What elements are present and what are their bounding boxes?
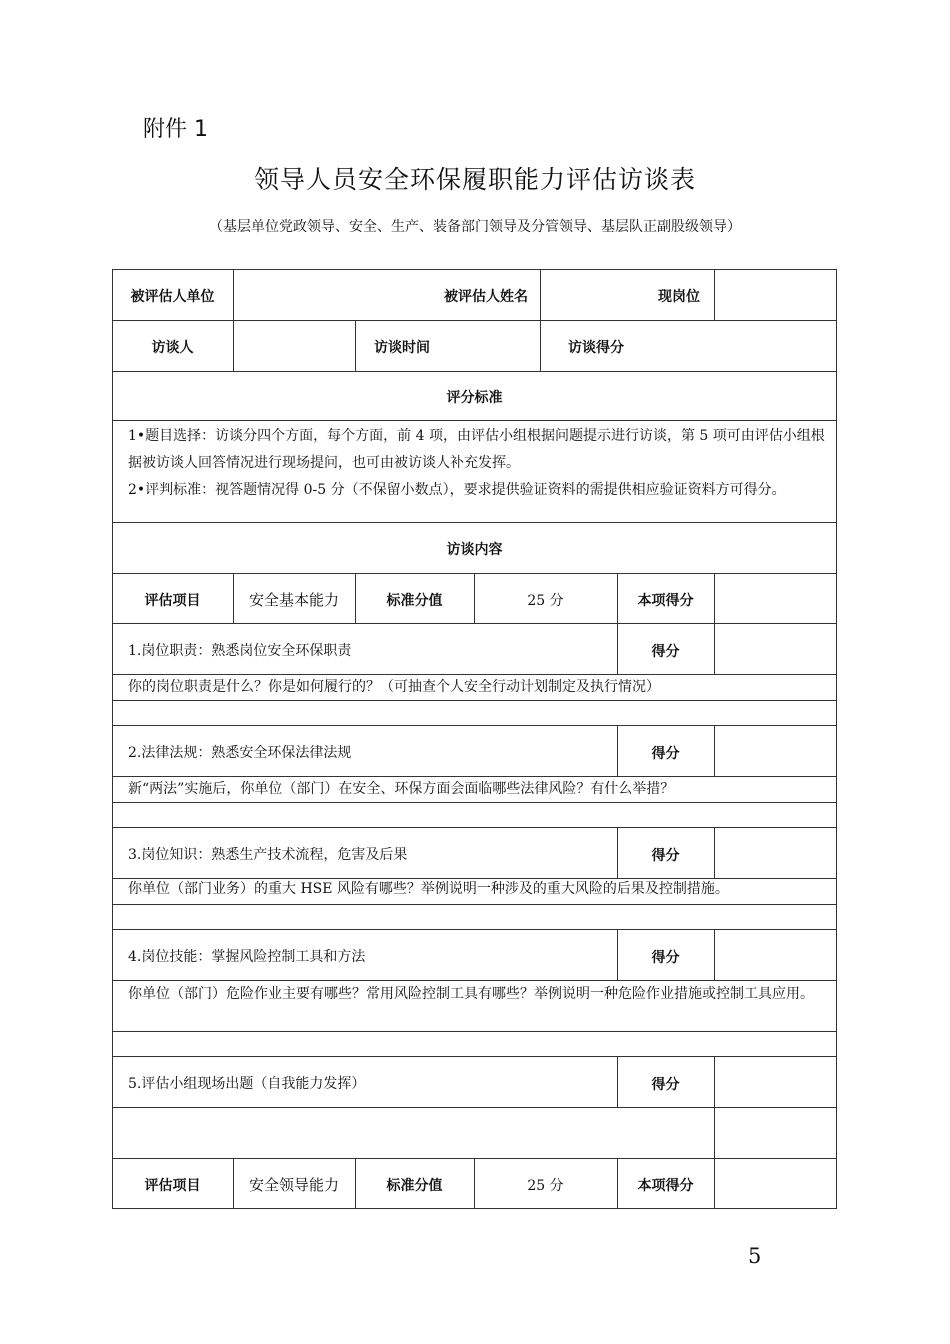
column-line — [112, 269, 113, 1209]
eval-item-label: 评估项目 — [144, 593, 201, 609]
post-label: 现岗位 — [658, 289, 700, 305]
time-label: 访谈时间 — [374, 340, 430, 356]
criteria-item-2: 2•评判标准：视答题情况得 0-5 分（不保留小数点），要求提供验证资料的需提供相应验证资料方可得分。 — [128, 482, 786, 498]
column-line — [714, 623, 715, 674]
row-line — [112, 269, 837, 270]
row-line — [112, 776, 837, 777]
name-label: 被评估人姓名 — [444, 289, 528, 305]
row-line — [112, 420, 837, 421]
question-3-prompt: 你单位（部门业务）的重大 HSE 风险有哪些？举例说明一种涉及的重大风险的后果及控制措施。 — [128, 881, 729, 897]
interviewer-label: 访谈人 — [151, 340, 194, 356]
question-1-score-label: 得分 — [651, 644, 680, 660]
column-line — [714, 929, 715, 980]
eval-item-label: 评估项目 — [144, 1178, 201, 1194]
question-1-title: 1.岗位职责：熟悉岗位安全环保职责 — [128, 643, 352, 659]
item-score-label: 本项得分 — [637, 1178, 694, 1194]
row-line — [112, 725, 837, 726]
page-number: 5 — [748, 1244, 762, 1268]
column-line — [714, 827, 715, 878]
interview-score-label: 访谈得分 — [568, 340, 624, 356]
row-line — [112, 929, 837, 930]
section-leadership-ability: 安全领导能力 — [248, 1176, 339, 1194]
evaluation-form-table — [112, 269, 837, 1209]
question-4-prompt: 你单位（部门）危险作业主要有哪些？常用风险控制工具有哪些？举例说明一种危险作业措施或控制工具应用。 — [128, 986, 814, 1002]
row-line — [112, 827, 837, 828]
column-line — [540, 320, 541, 371]
row-line — [112, 371, 837, 372]
row-line — [112, 1056, 837, 1057]
row-line — [112, 802, 837, 803]
question-5-score-label: 得分 — [651, 1077, 680, 1093]
column-line — [714, 573, 715, 623]
item-score-label: 本项得分 — [637, 593, 694, 609]
column-line — [714, 1158, 715, 1208]
column-line — [714, 725, 715, 776]
form-subtitle: （基层单位党政领导、安全、生产、装备部门领导及分管领导、基层队正副股级领导） — [209, 219, 741, 235]
std-score-label: 标准分值 — [386, 1178, 443, 1194]
column-line — [233, 320, 234, 371]
std-score-value: 25 分 — [527, 1178, 564, 1194]
row-line — [112, 522, 837, 523]
std-score-value: 25 分 — [527, 593, 564, 609]
column-line — [714, 269, 715, 320]
content-heading: 访谈内容 — [446, 542, 503, 558]
question-3-score-label: 得分 — [651, 848, 680, 864]
row-line — [112, 674, 837, 675]
form-title: 领导人员安全环保履职能力评估访谈表 — [253, 165, 696, 194]
row-line — [112, 1107, 837, 1108]
question-5-title: 5.评估小组现场出题（自我能力发挥） — [128, 1076, 366, 1092]
attachment-label: 附件 1 — [143, 117, 208, 142]
row-line — [112, 320, 837, 321]
criteria-heading: 评分标准 — [446, 390, 503, 406]
section-basic-ability: 安全基本能力 — [248, 591, 339, 609]
question-3-title: 3.岗位知识：熟悉生产技术流程，危害及后果 — [128, 847, 408, 863]
row-line — [112, 904, 837, 905]
row-line — [112, 700, 837, 701]
row-line — [112, 1208, 837, 1209]
question-4-score-label: 得分 — [651, 950, 680, 966]
column-line — [355, 320, 356, 371]
question-2-prompt: 新“两法”实施后，你单位（部门）在安全、环保方面会面临哪些法律风险？有什么举措？ — [128, 781, 675, 797]
column-line — [836, 269, 837, 1209]
question-4-title: 4.岗位技能：掌握风险控制工具和方法 — [128, 949, 366, 965]
question-2-title: 2.法律法规：熟悉安全环保法律法规 — [128, 745, 352, 761]
question-2-score-label: 得分 — [651, 746, 680, 762]
std-score-label: 标准分值 — [386, 593, 443, 609]
row-line — [112, 623, 837, 624]
unit-label: 被评估人单位 — [130, 289, 215, 305]
criteria-item-1: 1•题目选择：访谈分四个方面，每个方面，前 4 项，由评估小组根据问题提示进行访谈，第 5 项可由评估小组根据被访谈人回答情况进行现场提问，也可由被访谈人补充发挥。 — [128, 428, 825, 471]
column-line — [714, 1056, 715, 1158]
question-1-prompt: 你的岗位职责是什么？你是如何履行的？（可抽查个人安全行动计划制定及执行情况） — [128, 679, 660, 695]
